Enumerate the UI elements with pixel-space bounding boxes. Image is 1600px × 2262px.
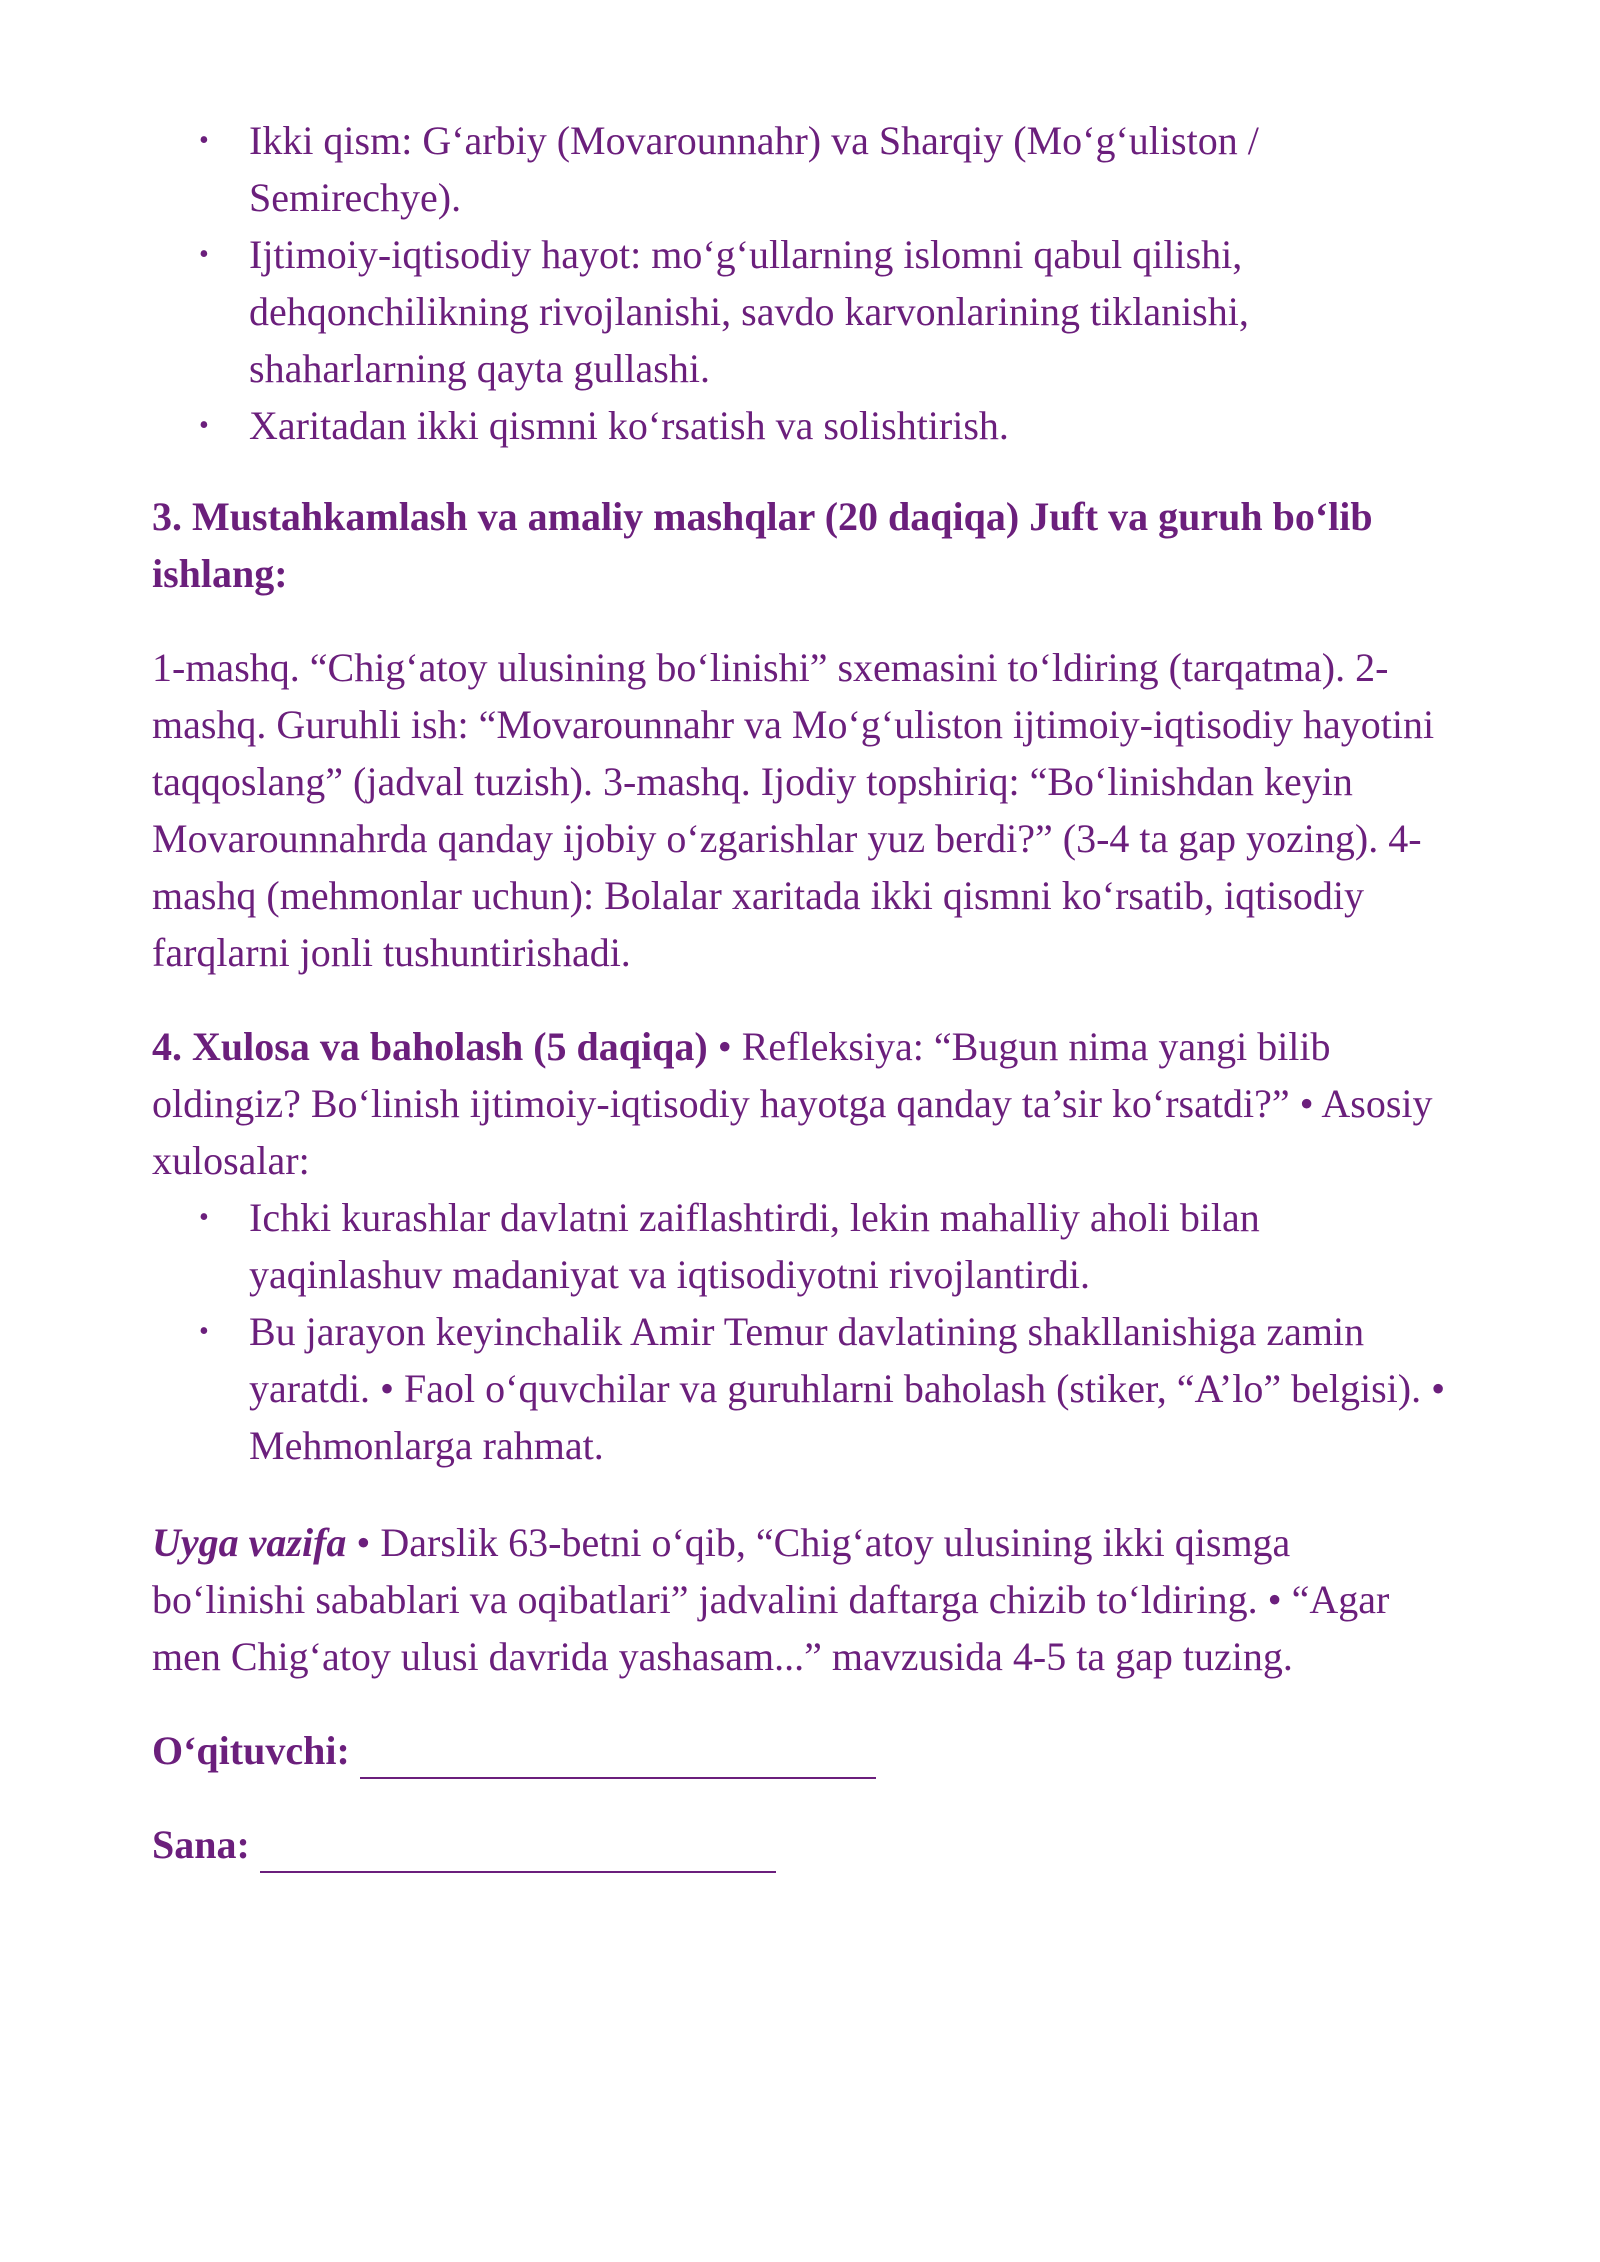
section3-heading: 3. Mustahkamlash va amaliy mashqlar (20 daqiqa) Juft va guruh bo‘lib ishlang: (152, 494, 1373, 596)
list-item (152, 112, 1452, 226)
section4-bullet-list (152, 1189, 1452, 1474)
bullet-icon: • (199, 410, 209, 441)
top-bullet-list (152, 112, 1452, 454)
homework-body: • Darslik 63-betni o‘qib, “Chig‘atoy ulusining ikki qismga bo‘linishi sabablari va oqibatlari” jadvalini daftarga chizib to‘ldiring. • “Agar men Chig‘atoy ulusi davrida yashasam...” mavzusida 4-5 ta gap tuzing. (152, 1520, 1390, 1679)
homework-label: Uyga vazifa (152, 1520, 347, 1565)
section4-body: • Refleksiya: “Bugun nima yangi bilib oldingiz? Bo‘linish ijtimoiy-iqtisodiy hayotga qanday ta’sir ko‘rsatdi?” • Asosiy xulosalar: (152, 1024, 1433, 1183)
homework-paragraph (152, 1514, 1452, 1685)
bullet-icon: • (199, 239, 209, 270)
bullet-icon: • (199, 1202, 209, 1233)
list-item (152, 226, 1452, 397)
document-page (152, 112, 1452, 1873)
list-item-text: Bu jarayon keyinchalik Amir Temur davlatining shakllanishiga zamin yaratdi. • Faol o‘quvchilar va guruhlarni baholash (stiker, “A’lo” belgisi). • Mehmonlarga rahmat. (249, 1309, 1446, 1468)
date-row (152, 1816, 1452, 1873)
list-item (152, 1303, 1452, 1474)
date-label: Sana: (152, 1822, 250, 1867)
teacher-label: O‘qituvchi: (152, 1728, 350, 1773)
list-item-text: Xaritadan ikki qismni ko‘rsatish va solishtirish. (249, 403, 1009, 448)
section3-body: 1-mashq. “Chig‘atoy ulusining bo‘linishi” sxemasini to‘ldiring (tarqatma). 2-mashq. Guruhli ish: “Movarounnahr va Mo‘g‘uliston ijtimoiy-iqtisodiy hayotini taqqoslang” (jadval tuzish). 3-mashq. Ijodiy topshiriq: “Bo‘linishdan keyin Movarounnahrda qanday ijobiy o‘zgarishlar yuz berdi?” (3-4 ta gap yozing). 4-mashq (mehmonlar uchun): Bolalar xaritada ikki qismni ko‘rsatib, iqtisodiy farqlarni jonli tushuntirishadi. (152, 645, 1435, 975)
section4-paragraph (152, 1018, 1452, 1189)
list-item-text: Ikki qism: G‘arbiy (Movarounnahr) va Sharqiy (Mo‘g‘uliston / Semirechye). (249, 118, 1259, 220)
section4-heading: 4. Xulosa va baholash (5 daqiqa) (152, 1024, 708, 1069)
date-signature-line (260, 1821, 776, 1873)
bullet-icon: • (199, 1316, 209, 1347)
list-item-text: Ijtimoiy-iqtisodiy hayot: mo‘g‘ullarning islomni qabul qilishi, dehqonchilikning rivojlanishi, savdo karvonlarining tiklanishi, shaharlarning qayta gullashi. (249, 232, 1249, 391)
list-item-text: Ichki kurashlar davlatni zaiflashtirdi, lekin mahalliy aholi bilan yaqinlashuv madaniyat va iqtisodiyotni rivojlantirdi. (249, 1195, 1260, 1297)
teacher-signature-line (360, 1727, 876, 1779)
teacher-signature-row (152, 1722, 1452, 1779)
list-item (152, 397, 1452, 454)
list-item (152, 1189, 1452, 1303)
bullet-icon: • (199, 125, 209, 156)
